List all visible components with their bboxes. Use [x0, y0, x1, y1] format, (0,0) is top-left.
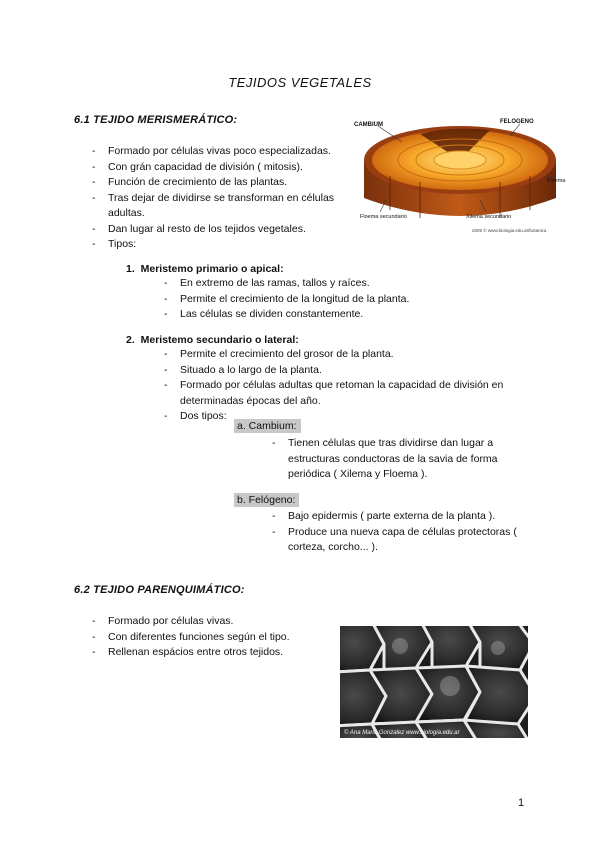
label-cambium: CAMBIUM: [354, 122, 383, 128]
section-heading-parenquimatico: 6.2 TEJIDO PARENQUIMÁTICO:: [74, 584, 245, 596]
stem-cross-section-illustration: [350, 116, 572, 238]
meristemo-secundario-heading: [126, 333, 299, 348]
parenchyma-micrograph-figure: [340, 626, 528, 738]
cambium-list: [272, 436, 522, 483]
felogeno-label: [234, 494, 299, 506]
list-item: - Tipos:: [92, 237, 354, 253]
label-felogeno: FELOGENO: [500, 119, 534, 125]
meristemo-primario-heading: [126, 262, 284, 277]
list-item: - Dos tipos:: [164, 409, 534, 425]
label-floema-secundario: Floema secundario: [360, 214, 407, 220]
parenchyma-micrograph: [340, 626, 528, 738]
list-item: - Con diferentes funciones según el tipo.: [92, 630, 332, 646]
list-item: - En extremo de las ramas, tallos y raíces.: [164, 276, 544, 292]
section1-bullet-list: [92, 144, 354, 253]
figure-copyright: 2005 © www.biologia.edu.ar/botanica: [472, 228, 547, 233]
list-item: - Dan lugar al resto de los tejidos vegetales.: [92, 222, 354, 238]
label-floema: Floema: [547, 178, 566, 184]
meristemo-primario-number: 1.: [126, 263, 135, 275]
list-item: - Función de crecimiento de las plantas.: [92, 175, 354, 191]
list-item: - Produce una nueva capa de células protectoras ( corteza, corcho... ).: [272, 525, 528, 556]
meristemo-secundario-number: 2.: [126, 334, 135, 346]
list-item: - Formado por células vivas poco especializadas.: [92, 144, 354, 160]
section-heading-merismeratico: 6.1 TEJIDO MERISMERÁTICO:: [74, 114, 238, 126]
list-item: - Con grán capacidad de división ( mitosis).: [92, 160, 354, 176]
list-item: - Formado por células adultas que retoman la capacidad de división en determinadas épocas del año.: [164, 378, 534, 409]
cambium-highlight: a. Cambium:: [234, 419, 301, 433]
list-item: - Las células se dividen constantemente.: [164, 307, 544, 323]
page-number: 1: [518, 797, 525, 809]
list-item: - Formado por células vivas.: [92, 614, 332, 630]
list-item: - Situado a lo largo de la planta.: [164, 363, 534, 379]
list-item: - Bajo epidermis ( parte externa de la planta ).: [272, 509, 528, 525]
list-item: - Rellenan espácios entre otros tejidos.: [92, 645, 332, 661]
meristemo-secundario-list: [164, 347, 534, 425]
list-item: - Permite el crecimiento de la longitud de la planta.: [164, 292, 544, 308]
stem-cross-section-figure: [350, 116, 572, 238]
felogeno-highlight: b. Felógeno:: [234, 493, 299, 507]
label-xilema-secundario: Xilema secundario: [466, 214, 512, 220]
meristemo-primario-list: [164, 276, 544, 323]
micrograph-caption: © Ana Maria Gonzalez www.biologia.edu.ar: [344, 730, 460, 736]
list-item: - Permite el crecimiento del grosor de la planta.: [164, 347, 534, 363]
list-item: - Tras dejar de dividirse se transforman en células adultas.: [92, 191, 354, 222]
meristemo-secundario-title: Meristemo secundario o lateral:: [140, 334, 299, 346]
page-title: TEJIDOS VEGETALES: [228, 75, 372, 90]
felogeno-list: [272, 509, 528, 556]
cambium-label: [234, 420, 301, 432]
section2-bullet-list: [92, 614, 332, 661]
list-item: - Tienen células que tras dividirse dan lugar a estructuras conductoras de la savia de forma periódica ( Xilema y Floema ).: [272, 436, 522, 483]
meristemo-primario-title: Meristemo primario o apical:: [140, 263, 284, 275]
